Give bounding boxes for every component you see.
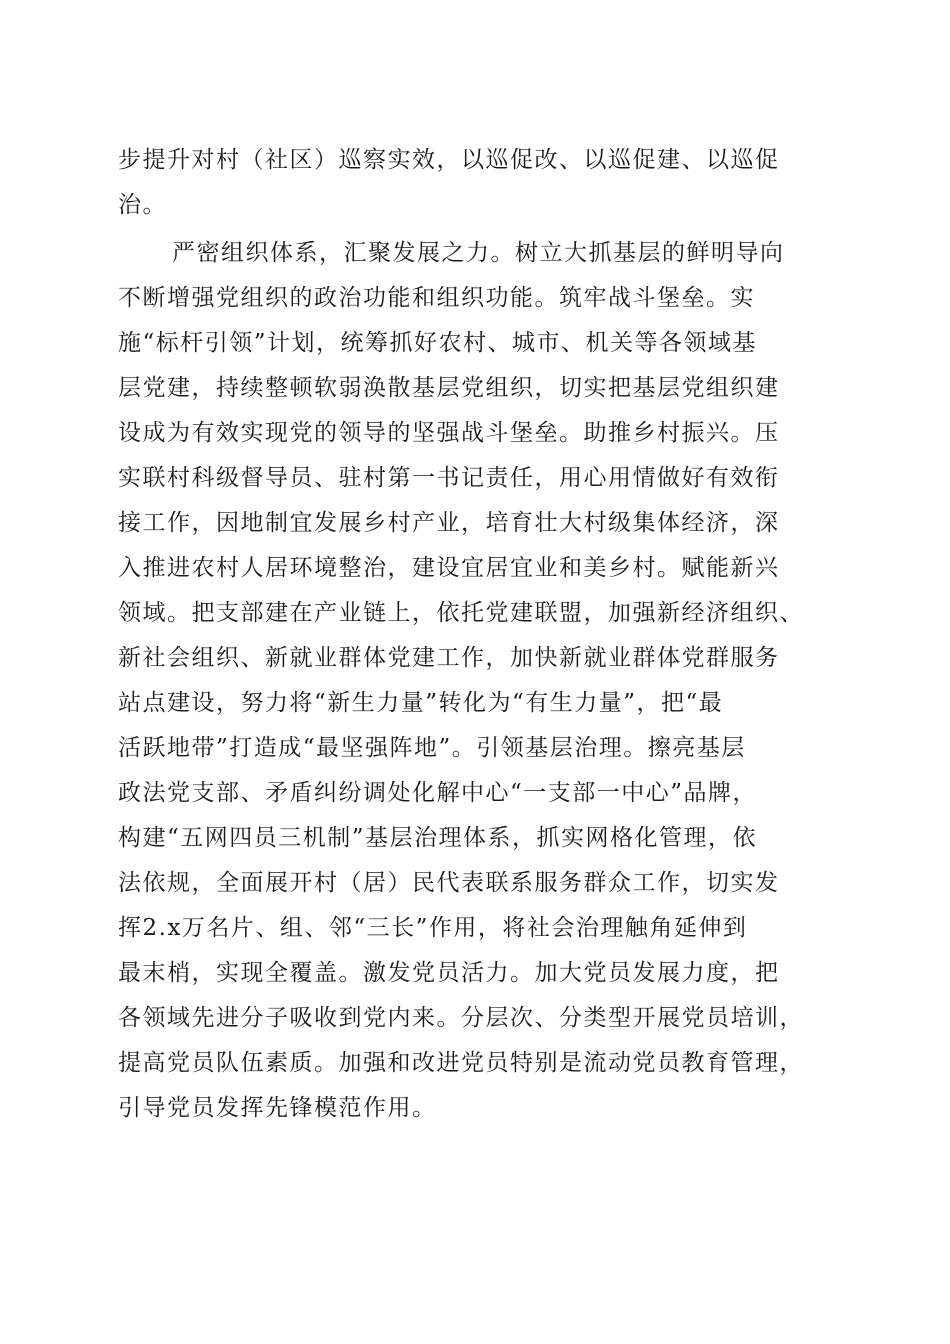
paragraph-2-line-8: 入推进农村人居环境整治，建设宜居宜业和美乡村。赋能新兴 xyxy=(118,555,780,581)
paragraph-1-line-2: 治。 xyxy=(118,192,167,218)
paragraph-2-line-6: 实联村科级督导员、驻村第一书记责任，用心用情做好有效衔 xyxy=(118,465,780,491)
paragraph-2-line-13: 政法党支部、矛盾纠纷调处化解中心“一支部一中心”品牌， xyxy=(118,780,758,806)
paragraph-2-line-20: 引导党员发挥先锋模范作用。 xyxy=(118,1095,437,1121)
paragraph-2-line-11: 站点建设，努力将“新生力量”转化为“有生力量”，把“最 xyxy=(118,690,724,716)
paragraph-2-line-17: 最末梢，实现全覆盖。激发党员活力。加大党员发展力度，把 xyxy=(118,960,780,986)
paragraph-2-line-5: 设成为有效实现党的领导的坚强战斗堡垒。助推乡村振兴。压 xyxy=(118,420,780,446)
paragraph-2-line-15: 法依规，全面展开村（居）民代表联系服务群众工作，切实发 xyxy=(118,870,780,896)
paragraph-2-line-3: 施“标杆引领”计划，统筹抓好农村、城市、机关等各领域基 xyxy=(118,330,758,356)
paragraph-2-line-18: 各领域先进分子吸收到党内来。分层次、分类型开展党员培训， xyxy=(118,1005,804,1031)
paragraph-2-line-12: 活跃地带”打造成“最坚强阵地”。引领基层治理。擦亮基层 xyxy=(118,735,746,761)
paragraph-2-line-2: 不断增强党组织的政治功能和组织功能。筑牢战斗堡垒。实 xyxy=(118,285,755,311)
paragraph-2-line-9: 领域。把支部建在产业链上，依托党建联盟，加强新经济组织、 xyxy=(118,600,804,626)
paragraph-2-line-1: 严密组织体系，汇聚发展之力。树立大抓基层的鲜明导向 xyxy=(172,240,785,266)
paragraph-2-line-10: 新社会组织、新就业群体党建工作，加快新就业群体党群服务 xyxy=(118,645,780,671)
paragraph-2-line-16: 挥2.x万名片、组、邻“三长”作用，将社会治理触角延伸到 xyxy=(118,915,748,941)
paragraph-2-line-7: 接工作，因地制宜发展乡村产业，培育壮大村级集体经济，深 xyxy=(118,510,780,536)
paragraph-2-line-19: 提高党员队伍素质。加强和改进党员特别是流动党员教育管理， xyxy=(118,1050,804,1076)
paragraph-1-line-1: 步提升对村（社区）巡察实效，以巡促改、以巡促建、以巡促 xyxy=(118,147,780,173)
paragraph-2-line-14: 构建“五网四员三机制”基层治理体系，抓实网格化管理，依 xyxy=(118,825,758,851)
paragraph-2-line-4: 层党建，持续整顿软弱涣散基层党组织，切实把基层党组织建 xyxy=(118,375,780,401)
